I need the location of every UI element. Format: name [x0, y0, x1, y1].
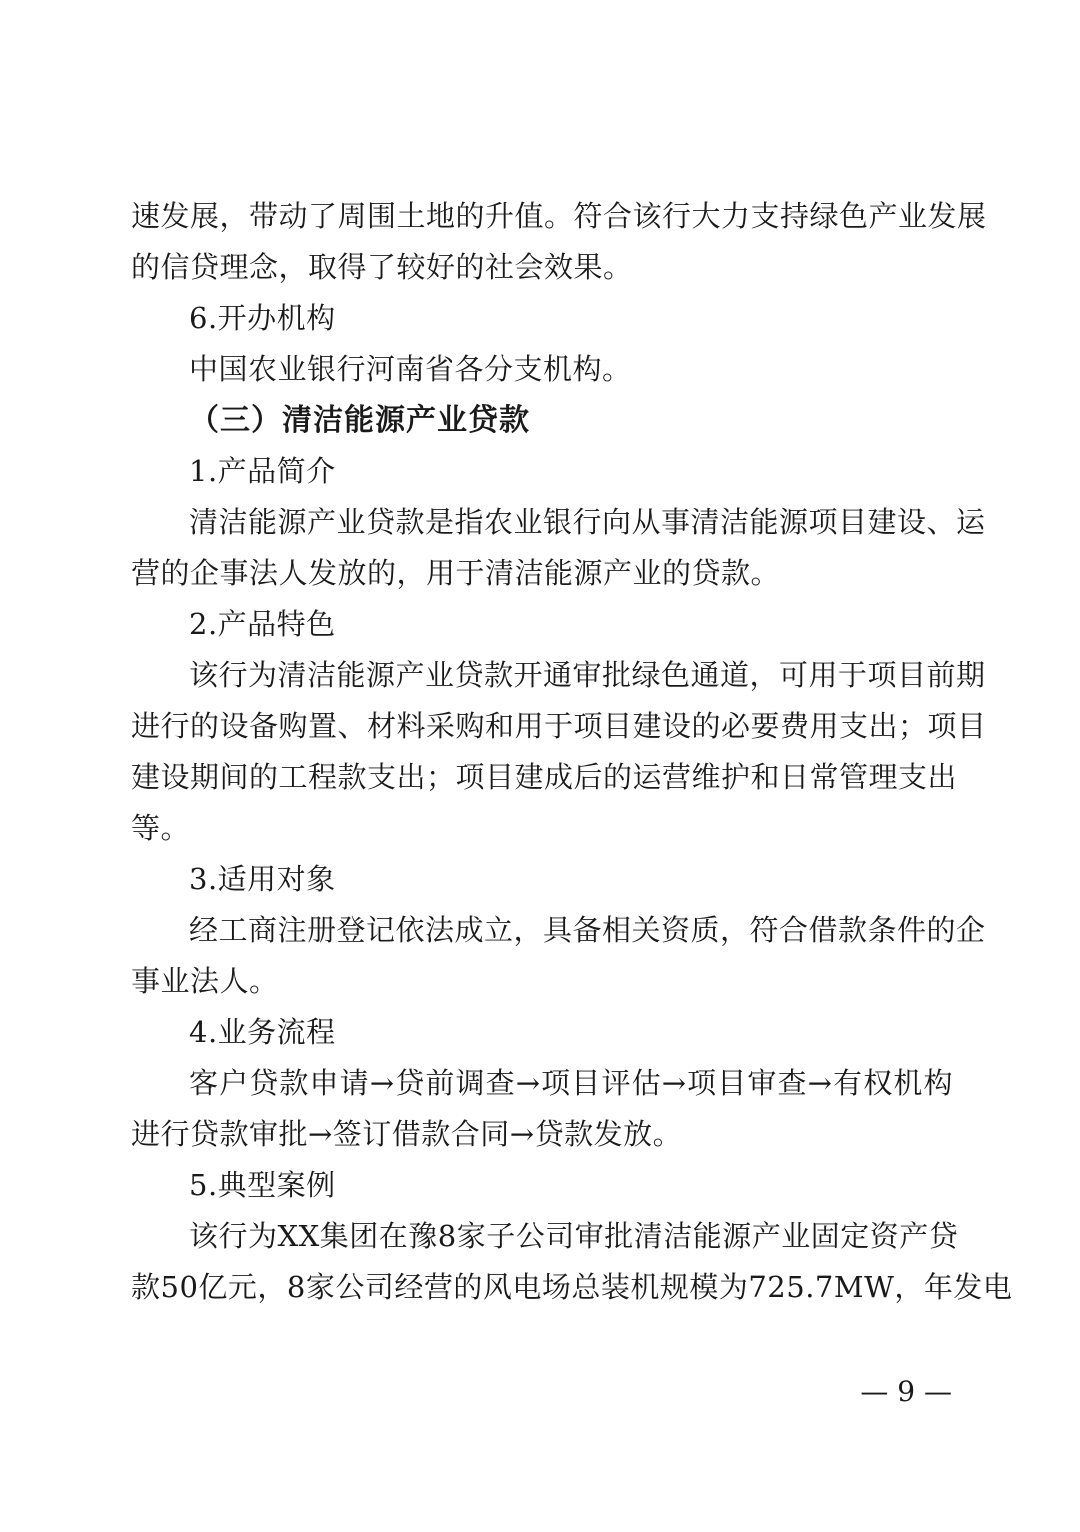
section-title: （三）清洁能源产业贷款: [189, 403, 530, 438]
paragraph-line: 客户贷款申请→贷前调查→项目评估→项目审查→有权机构: [189, 1066, 953, 1100]
paragraph-line: 经工商注册登记依法成立，具备相关资质，符合借款条件的企: [189, 913, 986, 947]
subheading-opening-institution: 6.开办机构: [189, 301, 336, 335]
paragraph-line: 进行的设备购置、材料采购和用于项目建设的必要费用支出；项目: [131, 709, 987, 743]
paragraph-line: 建设期间的工程款支出；项目建成后的运营维护和日常管理支出: [131, 760, 958, 794]
paragraph-line: 等。: [131, 811, 191, 845]
paragraph-line: 的信贷理念，取得了较好的社会效果。: [131, 250, 633, 284]
paragraph-line: 进行贷款审批→签订借款合同→贷款发放。: [131, 1117, 683, 1151]
subheading-typical-case: 5.典型案例: [189, 1168, 336, 1202]
paragraph-line: 速发展，带动了周围土地的升值。符合该行大力支持绿色产业发展: [131, 199, 987, 233]
subheading-product-features: 2.产品特色: [189, 607, 336, 641]
paragraph-line: 该行为XX集团在豫8家子公司审批清洁能源产业固定资产贷: [189, 1219, 959, 1253]
paragraph-line: 事业法人。: [131, 964, 279, 998]
paragraph-line: 营的企事法人发放的，用于清洁能源产业的贷款。: [131, 556, 781, 590]
paragraph-line: 该行为清洁能源产业贷款开通审批绿色通道，可用于项目前期: [189, 658, 986, 692]
subheading-product-intro: 1.产品简介: [189, 454, 336, 488]
paragraph-line: 款50亿元，8家公司经营的风电场总装机规模为725.7MW，年发电: [131, 1270, 1013, 1304]
document-body: [131, 191, 1013, 1313]
subheading-applicable-targets: 3.适用对象: [189, 862, 336, 896]
page-number: — 9 —: [860, 1375, 952, 1408]
paragraph-line: 清洁能源产业贷款是指农业银行向从事清洁能源项目建设、运: [189, 505, 986, 539]
paragraph-line: 中国农业银行河南省各分支机构。: [189, 352, 632, 386]
subheading-business-process: 4.业务流程: [189, 1015, 336, 1049]
